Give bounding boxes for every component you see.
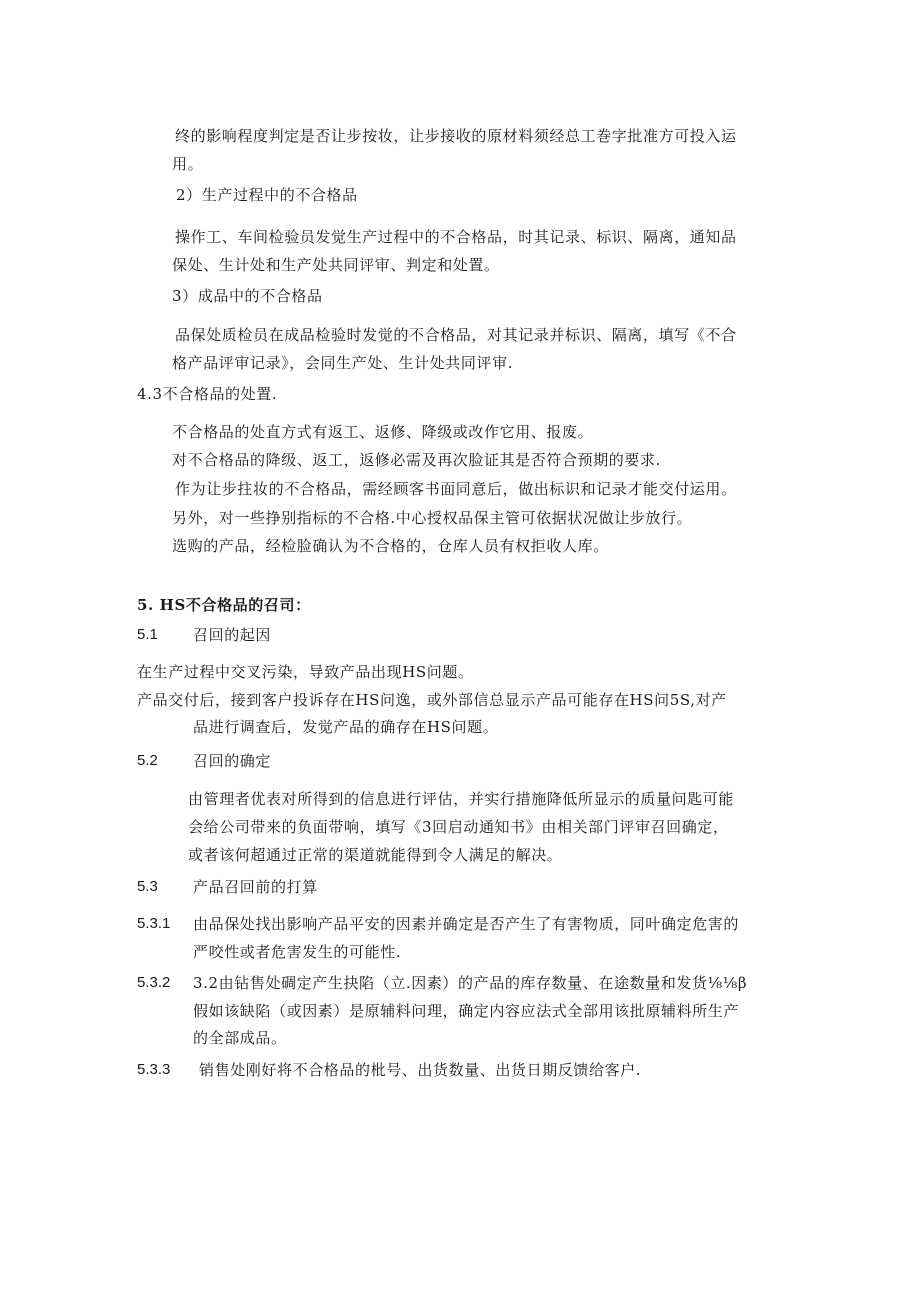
subheading: 3）成品中的不合格品: [172, 287, 323, 305]
paragraph-line: 品进行调查后，发觉产品的确存在HS问题。: [193, 718, 499, 736]
subsection-title: 产品召回前的打算: [193, 878, 318, 896]
paragraph-line: 的全部成品。: [193, 1029, 287, 1047]
paragraph-line: 作为让步拄妆的不合格品，需经顾客书面同意后，做出标识和记录才能交付运用。: [175, 480, 737, 498]
section-number: 5.3.1: [137, 915, 171, 932]
paragraph-line: 严咬性或者危害发生的可能性.: [193, 943, 402, 961]
paragraph-line: 会给公司带来的负面带响，填写《3回启动通知书》由相关部门评审召回确定，: [188, 818, 729, 836]
section-number: 5.3.3: [137, 1061, 171, 1078]
subsection-title: 召回的起因: [193, 626, 272, 644]
section-heading: 4.3不合格品的处置.: [137, 385, 278, 403]
section-number: 5.2: [137, 752, 158, 769]
paragraph-line: 由品保处找出影响产品平安的因素并确定是否产生了有害物质，同叶确定危害的: [193, 915, 740, 933]
paragraph-line: 由管理者优表对所得到的信息进行评估，并实行措施降低所显示的质量问匙可能: [188, 790, 735, 808]
section-number: 5.3.2: [137, 974, 171, 991]
paragraph-line: 终的影响程度判定是否让步按妆，让步接收的原材料须经总工巻字批准方可投入运: [175, 127, 737, 145]
paragraph-line: 销售处刚好将不合格品的枇号、出货数量、出货日期反馈给客户.: [199, 1061, 642, 1079]
paragraph-line: 操作工、车间检验员发觉生产过程中的不合格品，时其记录、标识、隔离，通知品: [175, 228, 737, 246]
paragraph-line: 或者该何超通过正常的渠道就能得到令人满足的解决。: [188, 846, 563, 864]
paragraph-line: 另外，对一些挣别指标的不合格.中心授权品保主管可依据状况做让步放行。: [172, 509, 693, 527]
paragraph-line: 品保处质检员在成品检验时发觉的不合格品，对其记录并标识、隔离，填写《不合: [175, 326, 737, 344]
paragraph-line: 选购的产品，经检脸确认为不合格的，仓库人员有权拒收人库。: [172, 537, 609, 555]
subheading: 2）生产过程中的不合格品: [176, 186, 358, 204]
section-heading: 5. HS不合格品的召司：: [137, 596, 311, 614]
paragraph-line: 3.2由钻售处碉定产生抉陷（立.因素）的产品的库存数量、在途数量和发货⅛⅛β: [193, 974, 748, 992]
paragraph-line: 产品交付后，接到客户投诉存在HS问逸，或外部信总显示产品可能存在HS问5S,对产: [137, 691, 727, 709]
paragraph-line: 假如该缺陷（或因素）是原辅料问理，确定内容应法式全部用该批原辅料所生产: [193, 1002, 740, 1020]
paragraph-line: 格产品评审记录》，会同生产处、生计处共同评审.: [172, 354, 514, 372]
paragraph-line: 对不合格品的降级、返工，返修必需及再次脸证其是否符合预期的要求.: [172, 451, 661, 469]
paragraph-line: 保处、生计处和生产处共同评审、判定和处置。: [172, 256, 500, 274]
subsection-title: 召回的确定: [193, 752, 272, 770]
section-number: 5.1: [137, 626, 158, 643]
paragraph-line: 不合格品的处直方式有返工、返修、降级或改作它用、报废。: [172, 423, 594, 441]
section-number: 5.3: [137, 878, 158, 895]
paragraph-line: 在生产过程中交叉污染，导致产品出现HS问题。: [137, 663, 474, 681]
paragraph-line: 用。: [172, 155, 204, 173]
